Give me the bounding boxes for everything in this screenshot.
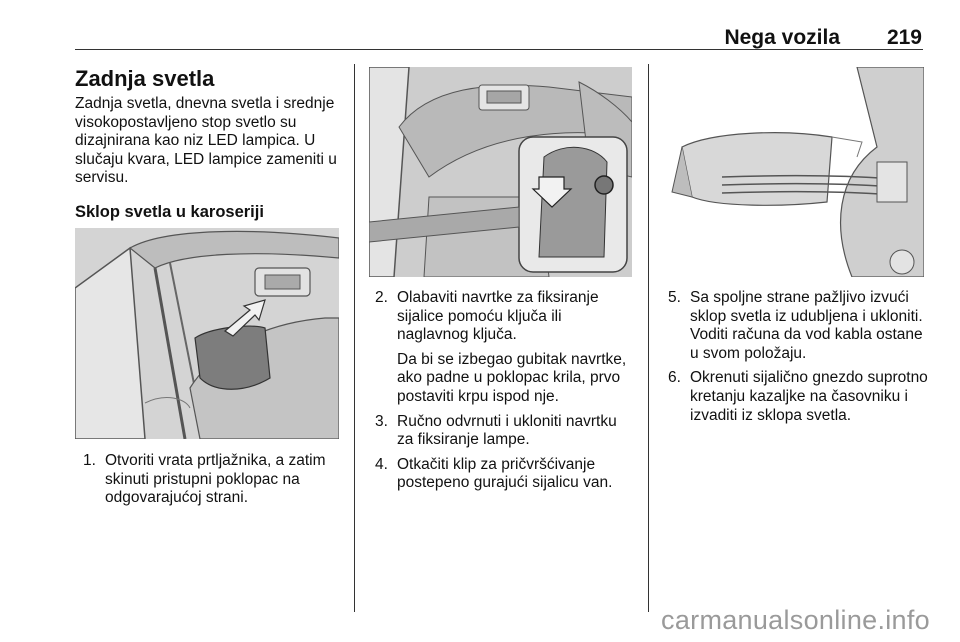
step-number: 2. <box>375 289 388 306</box>
step-list-2 <box>375 289 637 493</box>
step-number: 1. <box>83 452 96 469</box>
column-1 <box>75 66 343 222</box>
illustration-trunk-access-cover <box>75 228 339 439</box>
step-item <box>375 289 637 407</box>
column-2-steps <box>375 289 637 493</box>
illustration-lamp-nut <box>369 67 632 277</box>
section-title: Zadnja svetla <box>75 66 215 91</box>
section-intro: Zadnja svetla, dnevna svetla i srednje visokopostavljeno stop svetlo su dizajnirana kao niz LED lampica. U slučaju kvara, LED lampice zameniti u servisu. <box>75 95 337 187</box>
step-list-3 <box>668 289 930 425</box>
step-number: 4. <box>375 455 388 473</box>
subsection-heading: Sklop svetla u karoseriji <box>75 202 264 221</box>
illustration-lamp-removal <box>662 67 924 277</box>
step-text: Olabaviti navrtke za fiksiranje sijalice pomoću ključa ili naglavnog ključa. <box>397 289 599 344</box>
column-divider-2 <box>648 64 649 612</box>
step-number: 3. <box>375 412 388 430</box>
watermark: carmanualsonline.info <box>661 605 930 635</box>
step-number: 5. <box>668 289 681 306</box>
step-note: Da bi se izbegao gubitak navrtke, ako padne u poklopac krila, prvo postaviti krpu ispod nje. <box>397 350 627 405</box>
step-text: Ručno odvrnuti i ukloniti navrtku za fiksiranje lampe. <box>397 412 617 449</box>
header-divider <box>75 49 923 50</box>
step-item <box>83 452 343 508</box>
step-text: Otkačiti klip za pričvršćivanje postepeno gurajući sijalicu van. <box>397 455 613 492</box>
step-text: Okrenuti sijalično gnezdo suprotno kretanju kazaljke na časovniku i izvaditi iz sklopa svetla. <box>690 369 928 424</box>
column-3-steps <box>668 289 930 425</box>
step-item <box>375 456 637 493</box>
step-item <box>668 369 930 425</box>
column-1-steps <box>83 452 343 508</box>
step-text: Otvoriti vrata prtljažnika, a zatim skinuti pristupni poklopac na odgovarajućoj strani. <box>105 452 326 507</box>
step-list-1 <box>83 452 343 508</box>
column-divider-1 <box>354 64 355 612</box>
step-number: 6. <box>668 369 681 387</box>
page-header-title: Nega vozila <box>724 26 840 49</box>
step-item <box>668 289 930 363</box>
step-text: Sa spoljne strane pažljivo izvući sklop svetla iz udubljena i ukloniti. Voditi računa da vod kabla ostane u svom položaju. <box>690 289 923 362</box>
step-item <box>375 413 637 450</box>
page-number: 219 <box>886 26 922 49</box>
